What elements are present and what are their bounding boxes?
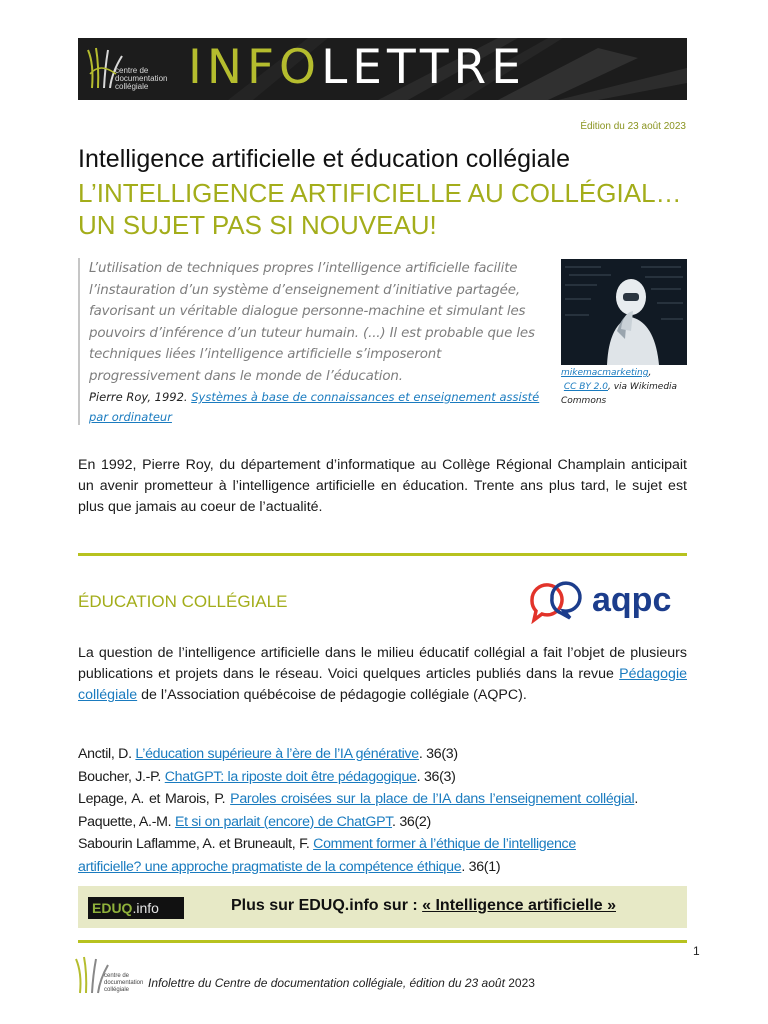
reference-item: Boucher, J.-P. ChatGPT: la riposte doit être pédagogique. 36(3) [78, 768, 456, 785]
edition-date: Édition du 23 août 2023 [580, 121, 686, 132]
reference-link[interactable]: L’éducation supérieure à l’ère de l’IA générative [135, 746, 419, 762]
newsletter-title: INFOLETTRE [188, 40, 526, 95]
quote-source: Pierre Roy, 1992. Systèmes à base de connaissances et enseignement assisté par ordinateur [89, 390, 540, 424]
svg-text:centre de: centre de [104, 973, 130, 979]
eduq-callout [78, 886, 687, 928]
aqpc-logo [526, 578, 688, 624]
reference-link[interactable]: Et si on parlait (encore) de ChatGPT [174, 813, 393, 830]
banner-logo-text: centre de documentation collégiale [115, 66, 168, 91]
pedagogie-collegiale-link[interactable]: Pédagogie collégiale [78, 666, 687, 703]
header-banner [78, 38, 687, 100]
svg-text:aqpc: aqpc [592, 581, 672, 619]
quote-text: L’utilisation de techniques propres l’intelligence artificielle facilite l’instauration d’un système d’enseignement d’initiative partagée, favorisant un véritable dialogue personne-machine et simulant les pouvoirs d’inférence d’un tuteur humain. (...) Il est probable que les techniques liées l’intelligence artificielle s’imposeront progressivement dans le monde de l’éducation. [89, 261, 535, 384]
eduq-logo: EDUQ.info [88, 897, 184, 919]
section-paragraph: La question de l’intelligence artificielle dans le milieu éducatif collégial a fait l’objet de plusieurs publications et projets dans le réseau. Voici quelques articles publiés dans la revue Pédagogie collégiale de l’Association québécoise de pédagogie collégiale (AQPC). [78, 645, 687, 703]
section-divider [78, 553, 687, 556]
reference-link[interactable]: Comment former à l’éthique de l’intelligence artificielle? une approche pragmatiste de la compétence éthique [78, 836, 576, 875]
reference-item: Anctil, D. L’éducation supérieure à l’ère de l’IA générative. 36(3) [78, 746, 458, 762]
robot-image [561, 259, 687, 365]
svg-text:collégiale: collégiale [104, 987, 130, 993]
robot-photo [561, 259, 687, 365]
eduq-text: Plus sur EDUQ.info sur : « Intelligence artificielle » [231, 897, 616, 914]
page-title: Intelligence artificielle et éducation collégiale [78, 145, 570, 173]
photo-license-link[interactable]: CC BY 2.0 [563, 382, 608, 392]
footer-cdc-logo-icon [74, 955, 144, 995]
quote-source-link[interactable]: Systèmes à base de connaissances et enseignement assisté par ordinateur [89, 390, 540, 424]
reference-link[interactable]: ChatGPT: la riposte doit être pédagogique [164, 768, 417, 785]
reference-list [78, 743, 638, 878]
footer-divider [78, 940, 687, 943]
reference-item: Lepage, A. et Marois, P. Paroles croisées sur la place de l’IA dans l’enseignement collégial. Paquette, A.-M. Et si on parlait (encore) de ChatGPT. 36(2) [78, 791, 638, 830]
quote-block [78, 258, 548, 425]
reference-item: Sabourin Laflamme, A. et Bruneault, F. Comment former à l’éthique de l’intelligence artificielle? une approche pragmatiste de la compétence éthique. 36(1) [78, 836, 576, 875]
footer-text: Infolettre du Centre de documentation collégiale, édition du 23 août 2023 [148, 976, 535, 990]
reference-link[interactable]: Paroles croisées sur la place de l’IA dans l’enseignement collégial [230, 791, 635, 807]
page-subtitle: L’INTELLIGENCE ARTIFICIELLE AU COLLÉGIAL… UN SUJET PAS SI NOUVEAU! [78, 178, 682, 240]
svg-text:documentation: documentation [104, 980, 144, 986]
photo-credit-link[interactable]: mikemacmarketing [561, 368, 649, 378]
photo-caption: mikemacmarketing, CC BY 2.0, via Wikimedia Commons [561, 368, 678, 406]
eduq-ia-link[interactable]: « Intelligence artificielle » [422, 897, 616, 914]
intro-paragraph: En 1992, Pierre Roy, du département d’informatique au Collège Régional Champlain anticipait un avenir prometteur à l’intelligence artificielle en éducation. Trente ans plus tard, le sujet est plus que jamais au coeur de l’actualité. [78, 457, 687, 515]
page-number: 1 [693, 944, 700, 958]
section-title: ÉDUCATION COLLÉGIALE [78, 592, 288, 611]
